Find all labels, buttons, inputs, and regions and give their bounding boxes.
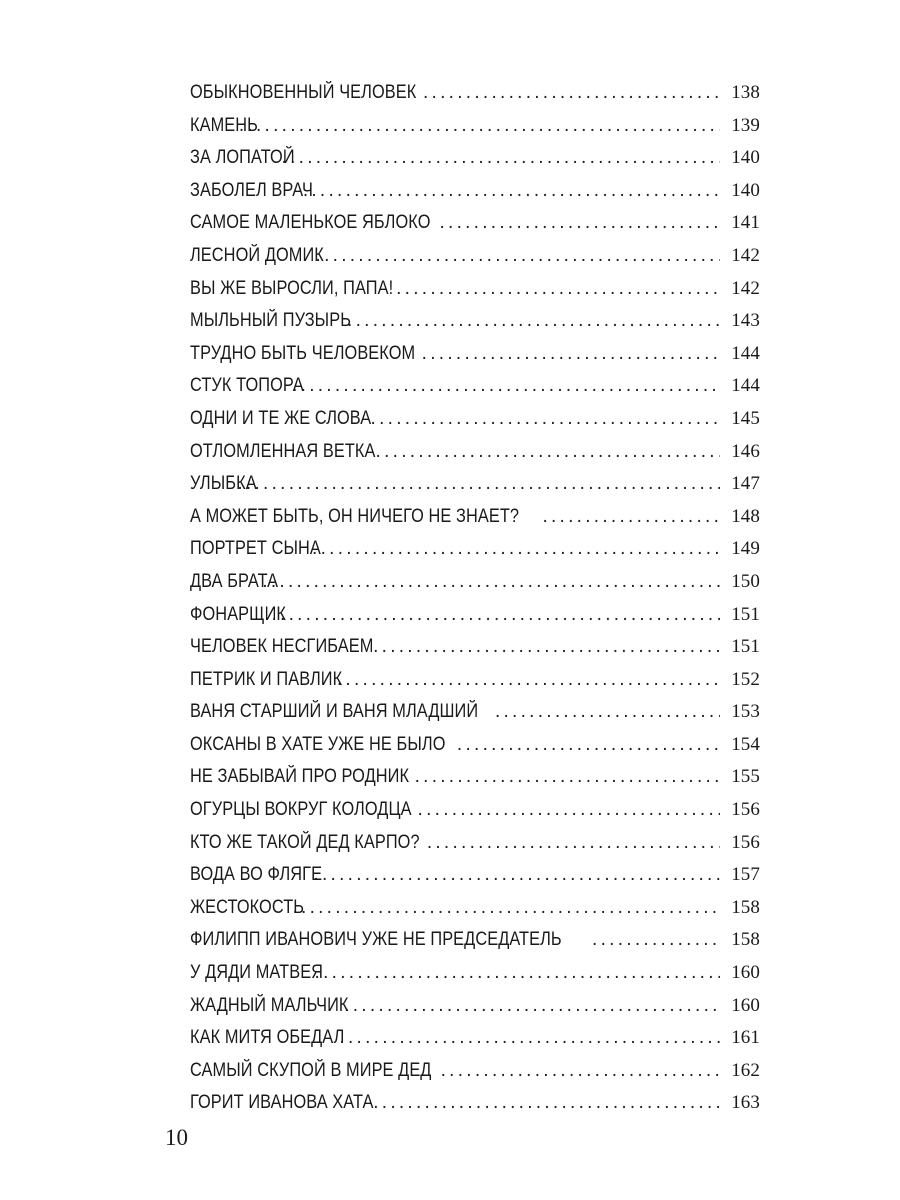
toc-entry — [190, 1027, 760, 1060]
toc-entry-page-number: 140 — [731, 179, 760, 201]
toc-entry-page-number: 142 — [731, 244, 760, 266]
toc-entry-title: СТУК ТОПОРА — [190, 375, 304, 397]
dot-leader — [262, 571, 720, 593]
toc-entry-title: САМОЕ МАЛЕНЬКОЕ ЯБЛОКО — [190, 212, 431, 234]
dot-leader — [439, 212, 720, 234]
toc-entry — [190, 82, 760, 115]
toc-entry — [190, 375, 760, 408]
dot-leader — [373, 636, 720, 658]
toc-entry — [190, 343, 760, 376]
dot-leader — [415, 766, 720, 788]
toc-entry — [190, 408, 760, 441]
toc-entry — [190, 147, 760, 180]
toc-entry-title: ОДНИ И ТЕ ЖЕ СЛОВА — [190, 407, 372, 429]
dot-leader — [303, 180, 720, 202]
toc-entry-title: УЛЫБКА — [190, 473, 257, 495]
toc-entry-page-number: 155 — [731, 766, 760, 788]
toc-entry — [190, 441, 760, 474]
dot-leader — [315, 962, 720, 984]
toc-entry-title: МЫЛЬНЫЙ ПУЗЫРЬ — [190, 310, 352, 332]
dot-leader — [316, 245, 720, 267]
dot-leader — [427, 832, 720, 854]
dot-leader — [423, 82, 720, 104]
dot-leader — [347, 310, 720, 332]
toc-entry-title: КАМЕНЬ — [190, 114, 258, 136]
dot-leader — [312, 538, 720, 560]
toc-entry — [190, 799, 760, 832]
toc-entry-page-number: 151 — [731, 603, 760, 625]
toc-entry — [190, 929, 760, 962]
toc-entry-page-number: 140 — [731, 147, 760, 169]
toc-entry-title: У ДЯДИ МАТВЕЯ — [190, 962, 324, 984]
dot-leader — [337, 669, 720, 691]
dot-leader — [542, 506, 720, 528]
toc-entry-title: ЖЕСТОКОСТЬ — [190, 896, 305, 918]
toc-entry-title: ЖАДНЫЙ МАЛЬЧИК — [190, 994, 349, 1016]
dot-leader — [239, 115, 720, 137]
toc-entry-page-number: 141 — [731, 212, 760, 234]
toc-entry — [190, 180, 760, 213]
toc-entry-page-number: 147 — [731, 473, 760, 495]
toc-entry-title: А МОЖЕТ БЫТЬ, ОН НИЧЕГО НЕ ЗНАЕТ? — [190, 505, 520, 527]
toc-entry-title: ЛЕСНОЙ ДОМИК — [190, 244, 324, 266]
toc-entry-page-number: 158 — [731, 896, 760, 918]
toc-entry-title: ОКСАНЫ В ХАТЕ УЖЕ НЕ БЫЛО — [190, 733, 446, 755]
toc-entry-title: КТО ЖЕ ТАКОЙ ДЕД КАРПО? — [190, 831, 420, 853]
dot-leader — [422, 343, 720, 365]
toc-entry-title: ЗАБОЛЕЛ ВРАЧ — [190, 179, 313, 201]
toc-entry-title: ГОРИТ ИВАНОВА ХАТА — [190, 1092, 374, 1114]
dot-leader — [237, 473, 720, 495]
dot-leader — [373, 1092, 720, 1114]
toc-entry — [190, 734, 760, 767]
toc-entry-page-number: 156 — [731, 831, 760, 853]
page-number: 10 — [165, 1125, 188, 1150]
toc-entry-title: ЧЕЛОВЕК НЕСГИБАЕМ — [190, 636, 374, 658]
toc-entry-page-number: 144 — [731, 342, 760, 364]
toc-entry-page-number: 153 — [731, 701, 760, 723]
toc-entry-page-number: 148 — [731, 505, 760, 527]
dot-leader — [418, 799, 720, 821]
toc-entry-title: ОГУРЦЫ ВОКРУГ КОЛОДЦА — [190, 799, 412, 821]
toc-entry — [190, 310, 760, 343]
toc-entry-page-number: 142 — [731, 277, 760, 299]
dot-leader — [292, 375, 720, 397]
toc-entry-title: ОБЫКНОВЕННЫЙ ЧЕЛОВЕК — [190, 82, 417, 103]
toc-entry — [190, 115, 760, 148]
toc-entry-title: САМЫЙ СКУПОЙ В МИРЕ ДЕД — [190, 1059, 432, 1081]
toc-entry — [190, 571, 760, 604]
toc-entry — [190, 962, 760, 995]
toc-entry-page-number: 151 — [731, 636, 760, 658]
toc-entry-title: ПЕТРИК И ПАВЛИК — [190, 668, 343, 690]
toc-entry-page-number: 160 — [731, 962, 760, 984]
toc-entry — [190, 832, 760, 865]
toc-entry-page-number: 158 — [731, 929, 760, 951]
toc-entry — [190, 864, 760, 897]
toc-entry-title: ВОДА ВО ФЛЯГЕ — [190, 864, 323, 886]
toc-entry-title: ТРУДНО БЫТЬ ЧЕЛОВЕКОМ — [190, 342, 416, 364]
dot-leader — [339, 1027, 720, 1049]
toc-entry-page-number: 160 — [731, 994, 760, 1016]
toc-entry — [190, 1060, 760, 1093]
toc-entry-title: ФИЛИПП ИВАНОВИЧ УЖЕ НЕ ПРЕДСЕДАТЕЛЬ — [190, 929, 562, 951]
toc-entry-title: ВЫ ЖЕ ВЫРОСЛИ, ПАПА! — [190, 277, 394, 299]
toc-entry-page-number: 162 — [731, 1059, 760, 1081]
toc-entry-page-number: 152 — [731, 668, 760, 690]
toc-entry-title: КАК МИТЯ ОБЕДАЛ — [190, 1027, 345, 1049]
toc-entry-page-number: 143 — [731, 310, 760, 332]
toc-entry-page-number: 157 — [731, 864, 760, 886]
toc-entry — [190, 473, 760, 506]
toc-entry — [190, 669, 760, 702]
toc-entry — [190, 506, 760, 539]
toc-entry — [190, 766, 760, 799]
toc-entry — [190, 995, 760, 1028]
toc-entry-title: НЕ ЗАБЫВАЙ ПРО РОДНИК — [190, 766, 410, 788]
toc-entry — [190, 1092, 760, 1125]
dot-leader — [271, 604, 720, 626]
toc-entry-title: ЗА ЛОПАТОЙ — [190, 147, 295, 169]
toc-entry-title: ВАНЯ СТАРШИЙ И ВАНЯ МЛАДШИЙ — [190, 701, 479, 723]
dot-leader — [282, 147, 720, 169]
dot-leader — [344, 995, 720, 1017]
toc-entry-title: ФОНАРЩИК — [190, 603, 287, 625]
dot-leader — [441, 1060, 720, 1082]
dot-leader — [313, 864, 720, 886]
dot-leader — [396, 278, 720, 300]
toc-entry-page-number: 145 — [731, 407, 760, 429]
toc-entry-page-number: 144 — [731, 375, 760, 397]
toc-entry — [190, 897, 760, 930]
toc-entry — [190, 604, 760, 637]
dot-leader — [457, 734, 720, 756]
toc-entry-page-number: 149 — [731, 538, 760, 560]
toc-entry-page-number: 154 — [731, 733, 760, 755]
dot-leader — [592, 929, 720, 951]
toc-entry — [190, 245, 760, 278]
toc-entry — [190, 701, 760, 734]
dot-leader — [495, 701, 720, 723]
table-of-contents — [190, 82, 760, 1125]
dot-leader — [376, 441, 720, 463]
toc-entry-title: ДВА БРАТА — [190, 570, 279, 592]
toc-entry-page-number: 156 — [731, 799, 760, 821]
toc-entry-page-number: 138 — [731, 82, 760, 103]
dot-leader — [371, 408, 720, 430]
toc-entry-page-number: 139 — [731, 114, 760, 136]
toc-entry-page-number: 161 — [731, 1027, 760, 1049]
dot-leader — [292, 897, 720, 919]
toc-entry — [190, 278, 760, 311]
toc-entry — [190, 212, 760, 245]
toc-entry-page-number: 146 — [731, 440, 760, 462]
toc-entry-page-number: 150 — [731, 570, 760, 592]
toc-entry-title: ОТЛОМЛЕННАЯ ВЕТКА — [190, 440, 376, 462]
toc-entry-title: ПОРТРЕТ СЫНА — [190, 538, 321, 560]
toc-entry-page-number: 163 — [731, 1092, 760, 1114]
toc-entry — [190, 636, 760, 669]
toc-entry — [190, 538, 760, 571]
